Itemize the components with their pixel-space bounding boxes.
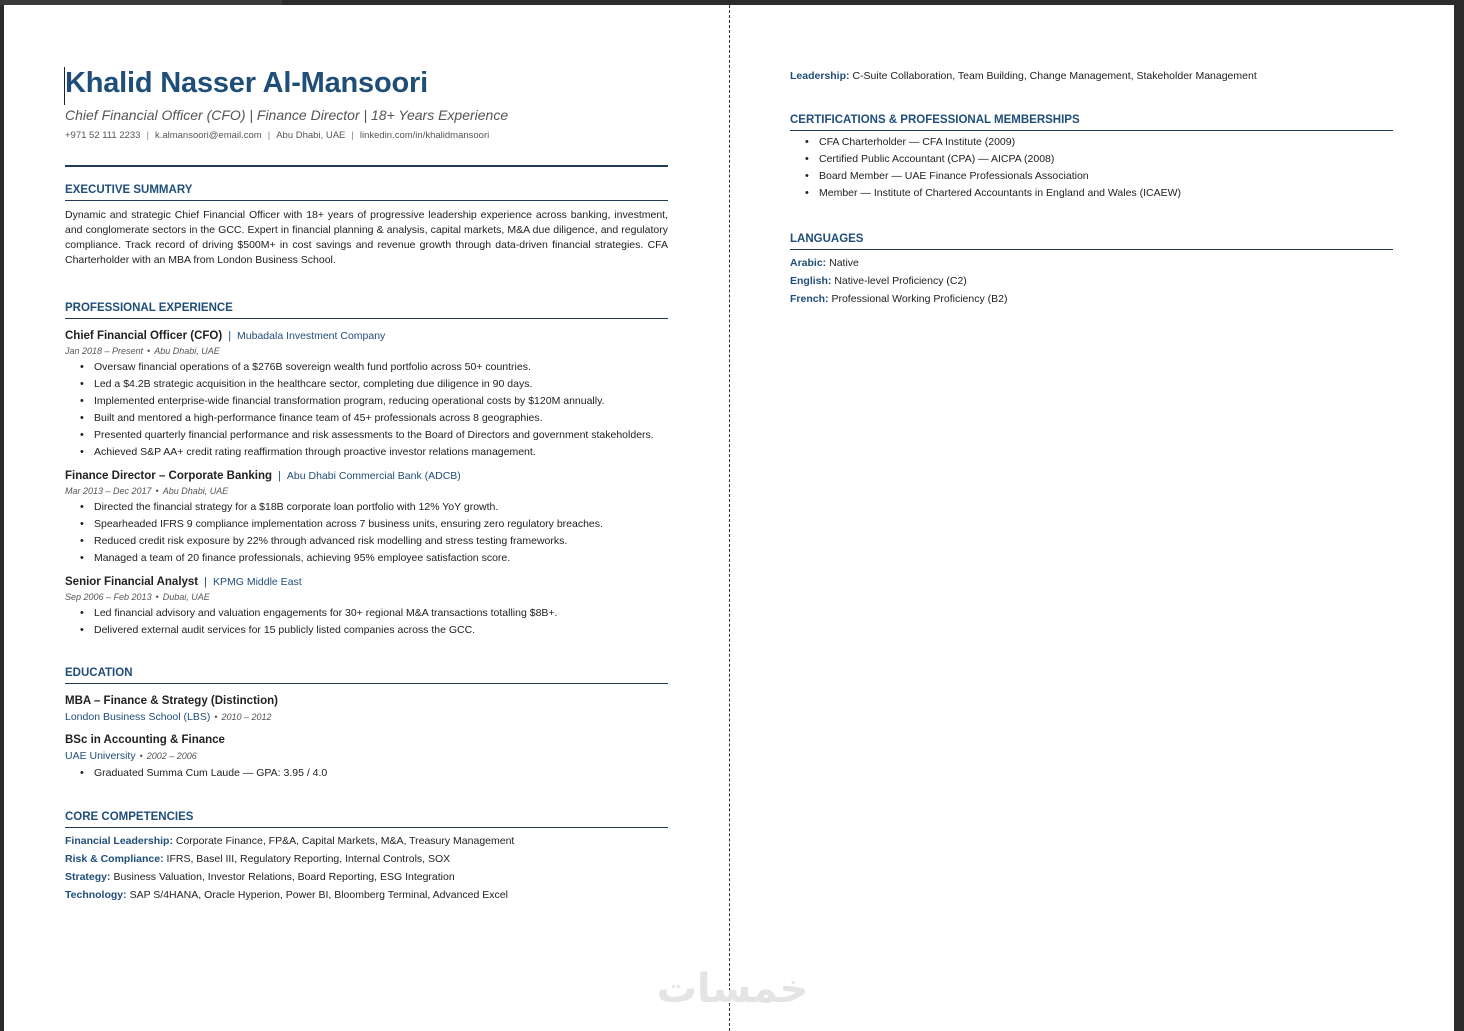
education-sub bbox=[65, 711, 668, 723]
language-value: Professional Working Proficiency (B2) bbox=[831, 293, 1008, 305]
contact-location[interactable]: Abu Dhabi, UAE bbox=[276, 130, 346, 141]
headline[interactable]: Chief Financial Officer (CFO) | Finance Director | 18+ Years Experience bbox=[65, 107, 509, 123]
competency-value: Business Valuation, Investor Relations, Board Reporting, ESG Integration bbox=[113, 871, 455, 883]
bullet-item[interactable]: • Graduated Summa Cum Laude — GPA: 3.95 / 4.0 bbox=[65, 766, 668, 781]
left-column bbox=[61, 63, 668, 904]
bullet-item[interactable]: • Spearheaded IFRS 9 compliance implementation across 7 business units, ensuring zero regulatory breaches. bbox=[65, 517, 668, 532]
contact-email[interactable]: k.almansoori@email.com bbox=[154, 130, 262, 141]
job-dates[interactable]: Sep 2006 – Feb 2013 bbox=[65, 592, 152, 602]
separator: | bbox=[267, 130, 271, 141]
competency-label: Strategy: bbox=[65, 871, 111, 883]
job-bullets bbox=[65, 500, 668, 566]
job-dates[interactable]: Jan 2018 – Present bbox=[65, 346, 144, 356]
separator: • bbox=[147, 346, 151, 356]
competency-value: SAP S/4HANA, Oracle Hyperion, Power BI, Bloomberg Terminal, Advanced Excel bbox=[129, 889, 508, 901]
certification-item[interactable]: • Member — Institute of Chartered Accountants in England and Wales (ICAEW) bbox=[790, 186, 1393, 201]
competency-value: IFRS, Basel III, Regulatory Reporting, Internal Controls, SOX bbox=[166, 853, 451, 865]
bullet-item[interactable]: • Built and mentored a high-performance finance team of 45+ professionals across 8 geographies. bbox=[65, 411, 668, 426]
section-title[interactable]: CORE COMPETENCIES bbox=[65, 811, 668, 828]
education-institution[interactable]: London Business School (LBS) bbox=[65, 711, 211, 723]
certification-item[interactable]: • CFA Charterholder — CFA Institute (2009) bbox=[790, 135, 1393, 150]
competency-label: Financial Leadership: bbox=[65, 835, 173, 847]
competency-list bbox=[65, 832, 668, 904]
job-dates[interactable]: Mar 2013 – Dec 2017 bbox=[65, 486, 152, 496]
bullet-item[interactable]: • Delivered external audit services for 15 publicly listed companies across the GCC. bbox=[65, 623, 668, 638]
bullet-item[interactable]: • Directed the financial strategy for a $18B corporate loan portfolio with 12% YoY growth. bbox=[65, 500, 668, 515]
right-column bbox=[786, 63, 1393, 308]
job-location[interactable]: Abu Dhabi, UAE bbox=[154, 346, 220, 356]
competency-label: Technology: bbox=[65, 889, 127, 901]
separator: | bbox=[204, 576, 207, 588]
separator: | bbox=[351, 130, 354, 141]
competency-row[interactable] bbox=[65, 850, 668, 868]
certification-item[interactable]: • Certified Public Accountant (CPA) — AICPA (2008) bbox=[790, 152, 1393, 167]
competency-row[interactable] bbox=[65, 868, 668, 886]
separator: • bbox=[155, 486, 159, 496]
section-certifications bbox=[790, 114, 1393, 201]
bullet-item[interactable]: • Oversaw financial operations of a $276B sovereign wealth fund portfolio across 50+ countries. bbox=[65, 360, 668, 375]
job-title[interactable]: Senior Financial Analyst bbox=[65, 576, 199, 588]
certification-list bbox=[790, 135, 1393, 201]
education-entry bbox=[65, 695, 668, 723]
job-entry bbox=[65, 330, 668, 460]
job-title[interactable]: Chief Financial Officer (CFO) bbox=[65, 330, 223, 342]
section-summary bbox=[65, 184, 668, 268]
contact-linkedin[interactable]: linkedin.com/in/khalidmansoori bbox=[359, 130, 490, 141]
separator: | bbox=[278, 470, 281, 482]
language-row[interactable] bbox=[790, 254, 1393, 272]
watermark-logo: خمسات bbox=[656, 966, 809, 1012]
candidate-name[interactable]: Khalid Nasser Al-Mansoori bbox=[65, 67, 428, 99]
competency-row[interactable] bbox=[65, 886, 668, 904]
education-institution[interactable]: UAE University bbox=[65, 750, 136, 762]
separator: • bbox=[139, 751, 143, 761]
job-meta bbox=[65, 486, 668, 496]
language-row[interactable] bbox=[790, 290, 1393, 308]
job-header bbox=[65, 576, 668, 588]
language-value: Native bbox=[829, 257, 859, 269]
language-label: English: bbox=[790, 275, 832, 287]
bullet-item[interactable]: • Achieved S&P AA+ credit rating reaffirmation through proactive investor relations management. bbox=[65, 445, 668, 460]
job-entry bbox=[65, 576, 668, 638]
section-title[interactable]: EDUCATION bbox=[65, 667, 668, 684]
education-bullets bbox=[65, 766, 668, 781]
job-meta bbox=[65, 592, 668, 602]
job-company[interactable]: KPMG Middle East bbox=[213, 576, 302, 588]
job-header bbox=[65, 470, 668, 482]
section-title[interactable]: LANGUAGES bbox=[790, 233, 1393, 250]
job-meta bbox=[65, 346, 668, 356]
job-header bbox=[65, 330, 668, 342]
section-education bbox=[65, 667, 668, 781]
bullet-item[interactable]: • Led a $4.2B strategic acquisition in the healthcare sector, completing due diligence in 90 days. bbox=[65, 377, 668, 392]
language-label: Arabic: bbox=[790, 257, 827, 269]
header-rule bbox=[65, 165, 668, 167]
separator: • bbox=[214, 712, 218, 722]
separator: | bbox=[146, 130, 149, 141]
job-entry bbox=[65, 470, 668, 566]
certification-item[interactable]: • Board Member — UAE Finance Professionals Association bbox=[790, 169, 1393, 184]
job-location[interactable]: Dubai, UAE bbox=[162, 592, 210, 602]
section-competencies bbox=[65, 811, 668, 904]
bullet-item[interactable]: • Reduced credit risk exposure by 22% through advanced risk modelling and stress testing frameworks. bbox=[65, 534, 668, 549]
section-title[interactable]: CERTIFICATIONS & PROFESSIONAL MEMBERSHIPS bbox=[790, 114, 1393, 131]
bullet-item[interactable]: • Implemented enterprise-wide financial transformation program, reducing operational costs by $120M annually. bbox=[65, 394, 668, 409]
language-label: French: bbox=[790, 293, 829, 305]
education-degree[interactable]: MBA – Finance & Strategy (Distinction) bbox=[65, 695, 278, 707]
section-title[interactable]: PROFESSIONAL EXPERIENCE bbox=[65, 302, 668, 319]
education-dates[interactable]: 2002 – 2006 bbox=[146, 751, 197, 761]
separator: | bbox=[228, 330, 232, 342]
job-bullets bbox=[65, 606, 668, 638]
competency-value: C-Suite Collaboration, Team Building, Change Management, Stakeholder Management bbox=[852, 70, 1257, 82]
competency-row[interactable] bbox=[65, 832, 668, 850]
page-divider bbox=[729, 5, 730, 1031]
education-degree[interactable]: BSc in Accounting & Finance bbox=[65, 734, 225, 746]
language-row[interactable] bbox=[790, 272, 1393, 290]
competency-row[interactable] bbox=[790, 67, 1393, 85]
job-company[interactable]: Abu Dhabi Commercial Bank (ADCB) bbox=[286, 470, 461, 482]
education-dates[interactable]: 2010 – 2012 bbox=[221, 712, 272, 722]
education-sub bbox=[65, 750, 668, 762]
job-title[interactable]: Finance Director – Corporate Banking bbox=[65, 470, 273, 482]
bullet-item[interactable]: • Managed a team of 20 finance professionals, achieving 95% employee satisfaction score. bbox=[65, 551, 668, 566]
contact-phone[interactable]: +971 52 111 2233 bbox=[65, 130, 141, 141]
competency-label: Leadership: bbox=[790, 70, 850, 82]
bullet-item[interactable]: • Presented quarterly financial performance and risk assessments to the Board of Directors and government stakeholders. bbox=[65, 428, 668, 443]
separator: • bbox=[155, 592, 159, 602]
competency-value: Corporate Finance, FP&A, Capital Markets, M&A, Treasury Management bbox=[175, 835, 515, 847]
contact-line bbox=[65, 130, 668, 141]
job-location[interactable]: Abu Dhabi, UAE bbox=[162, 486, 229, 496]
competency-continued bbox=[790, 67, 1393, 85]
language-value: Native-level Proficiency (C2) bbox=[834, 275, 967, 287]
summary-text[interactable]: Dynamic and strategic Chief Financial Officer with 18+ years of progressive leadership experience across banking, investment, and conglomerate sectors in the GCC. Expert in financial planning & analysis, capital markets, M&A due diligence, and regulatory compliance. Track record of driving $500M+ in cost savings and revenue growth through data-driven financial strategies. CFA Charterholder with an MBA from London Business School. bbox=[65, 209, 668, 266]
job-company[interactable]: Mubadala Investment Company bbox=[237, 330, 386, 342]
education-entry bbox=[65, 734, 668, 781]
bullet-item[interactable]: • Led financial advisory and valuation engagements for 30+ regional M&A transactions totalling $8B+. bbox=[65, 606, 668, 621]
competency-label: Risk & Compliance: bbox=[65, 853, 164, 865]
section-languages bbox=[790, 233, 1393, 308]
language-list bbox=[790, 254, 1393, 308]
job-bullets bbox=[65, 360, 668, 460]
section-title[interactable]: EXECUTIVE SUMMARY bbox=[65, 184, 668, 201]
section-experience bbox=[65, 302, 668, 638]
